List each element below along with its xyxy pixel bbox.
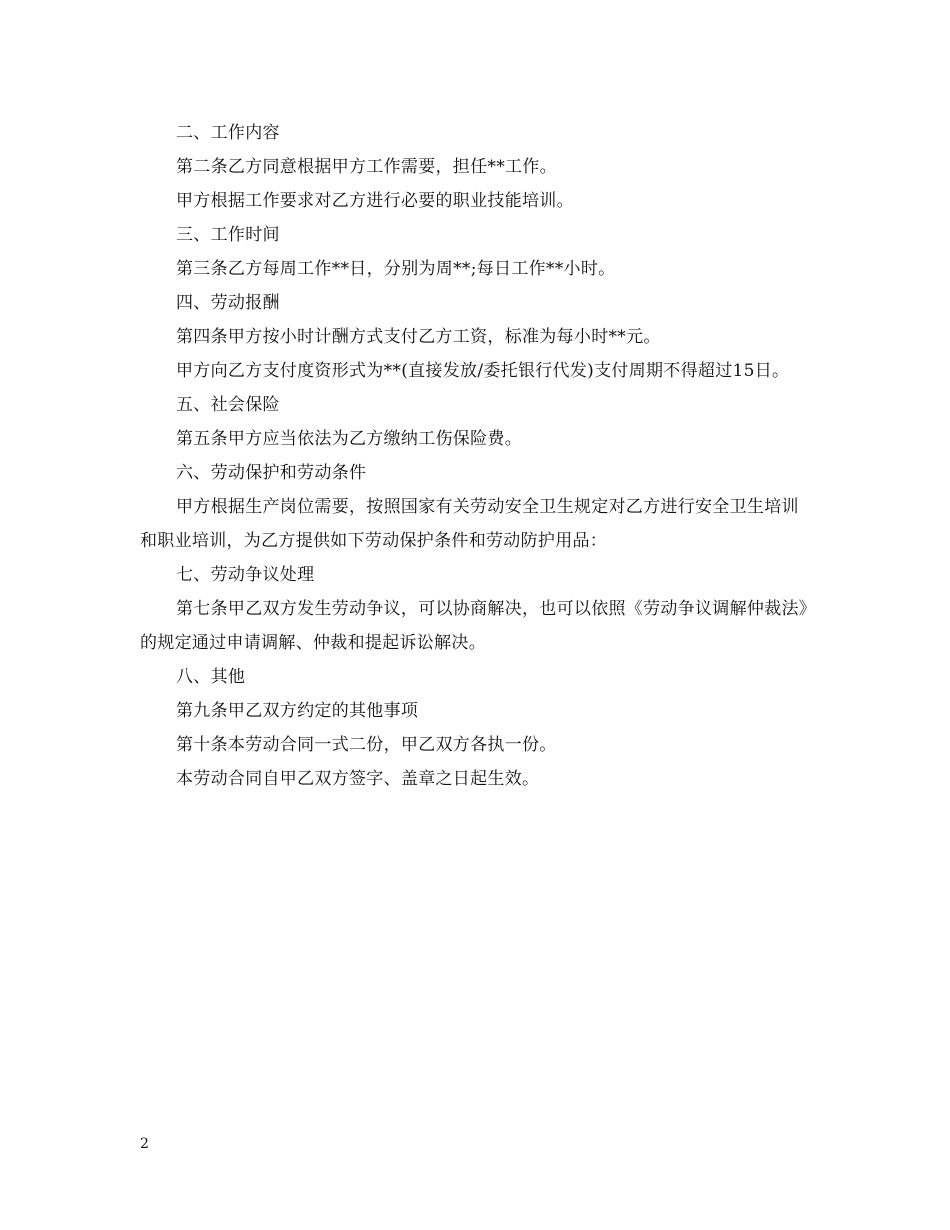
clause-text: 第四条甲方按小时计酬方式支付乙方工资，标准为每小时**元。 (176, 327, 661, 347)
clause-text: 甲方根据生产岗位需要，按照国家有关劳动安全卫生规定对乙方进行安全卫生培训和职业培训，为乙方提供如下劳动保护条件和劳动防护用品： (140, 497, 799, 551)
section-heading: 八、其他 (176, 667, 246, 687)
section-heading: 四、劳动报酬 (176, 293, 280, 313)
clause-text: 第五条甲方应当依法为乙方缴纳工伤保险费。 (176, 429, 522, 449)
clause-text: 本劳动合同自甲乙双方签字、盖章之日起生效。 (176, 769, 540, 789)
section-heading: 五、社会保险 (176, 395, 280, 415)
clause-text: 第三条乙方每周工作**日，分别为周**;每日工作**小时。 (176, 259, 616, 279)
clause-text: 甲方根据工作要求对乙方进行必要的职业技能培训。 (176, 191, 574, 211)
section-heading: 七、劳动争议处理 (176, 565, 315, 585)
clause-text: 第七条甲乙双方发生劳动争议，可以协商解决，也可以依照《劳动争议调解仲裁法》的规定通过申请调解、仲裁和提起诉讼解决。 (140, 599, 808, 653)
section-heading: 二、工作内容 (176, 123, 280, 143)
clause-text: 甲方向乙方支付度资形式为**(直接发放/委托银行代发)支付周期不得超过15日。 (176, 361, 790, 381)
section-heading: 六、劳动保护和劳动条件 (176, 463, 367, 483)
section-heading: 三、工作时间 (176, 225, 280, 245)
clause-text: 第十条本劳动合同一式二份，甲乙双方各执一份。 (176, 735, 557, 755)
clause-text: 第二条乙方同意根据甲方工作需要，担任**工作。 (176, 157, 557, 177)
document-body (140, 116, 815, 796)
clause-text: 第九条甲乙双方约定的其他事项 (176, 701, 419, 721)
page-number: 2 (140, 1136, 149, 1152)
